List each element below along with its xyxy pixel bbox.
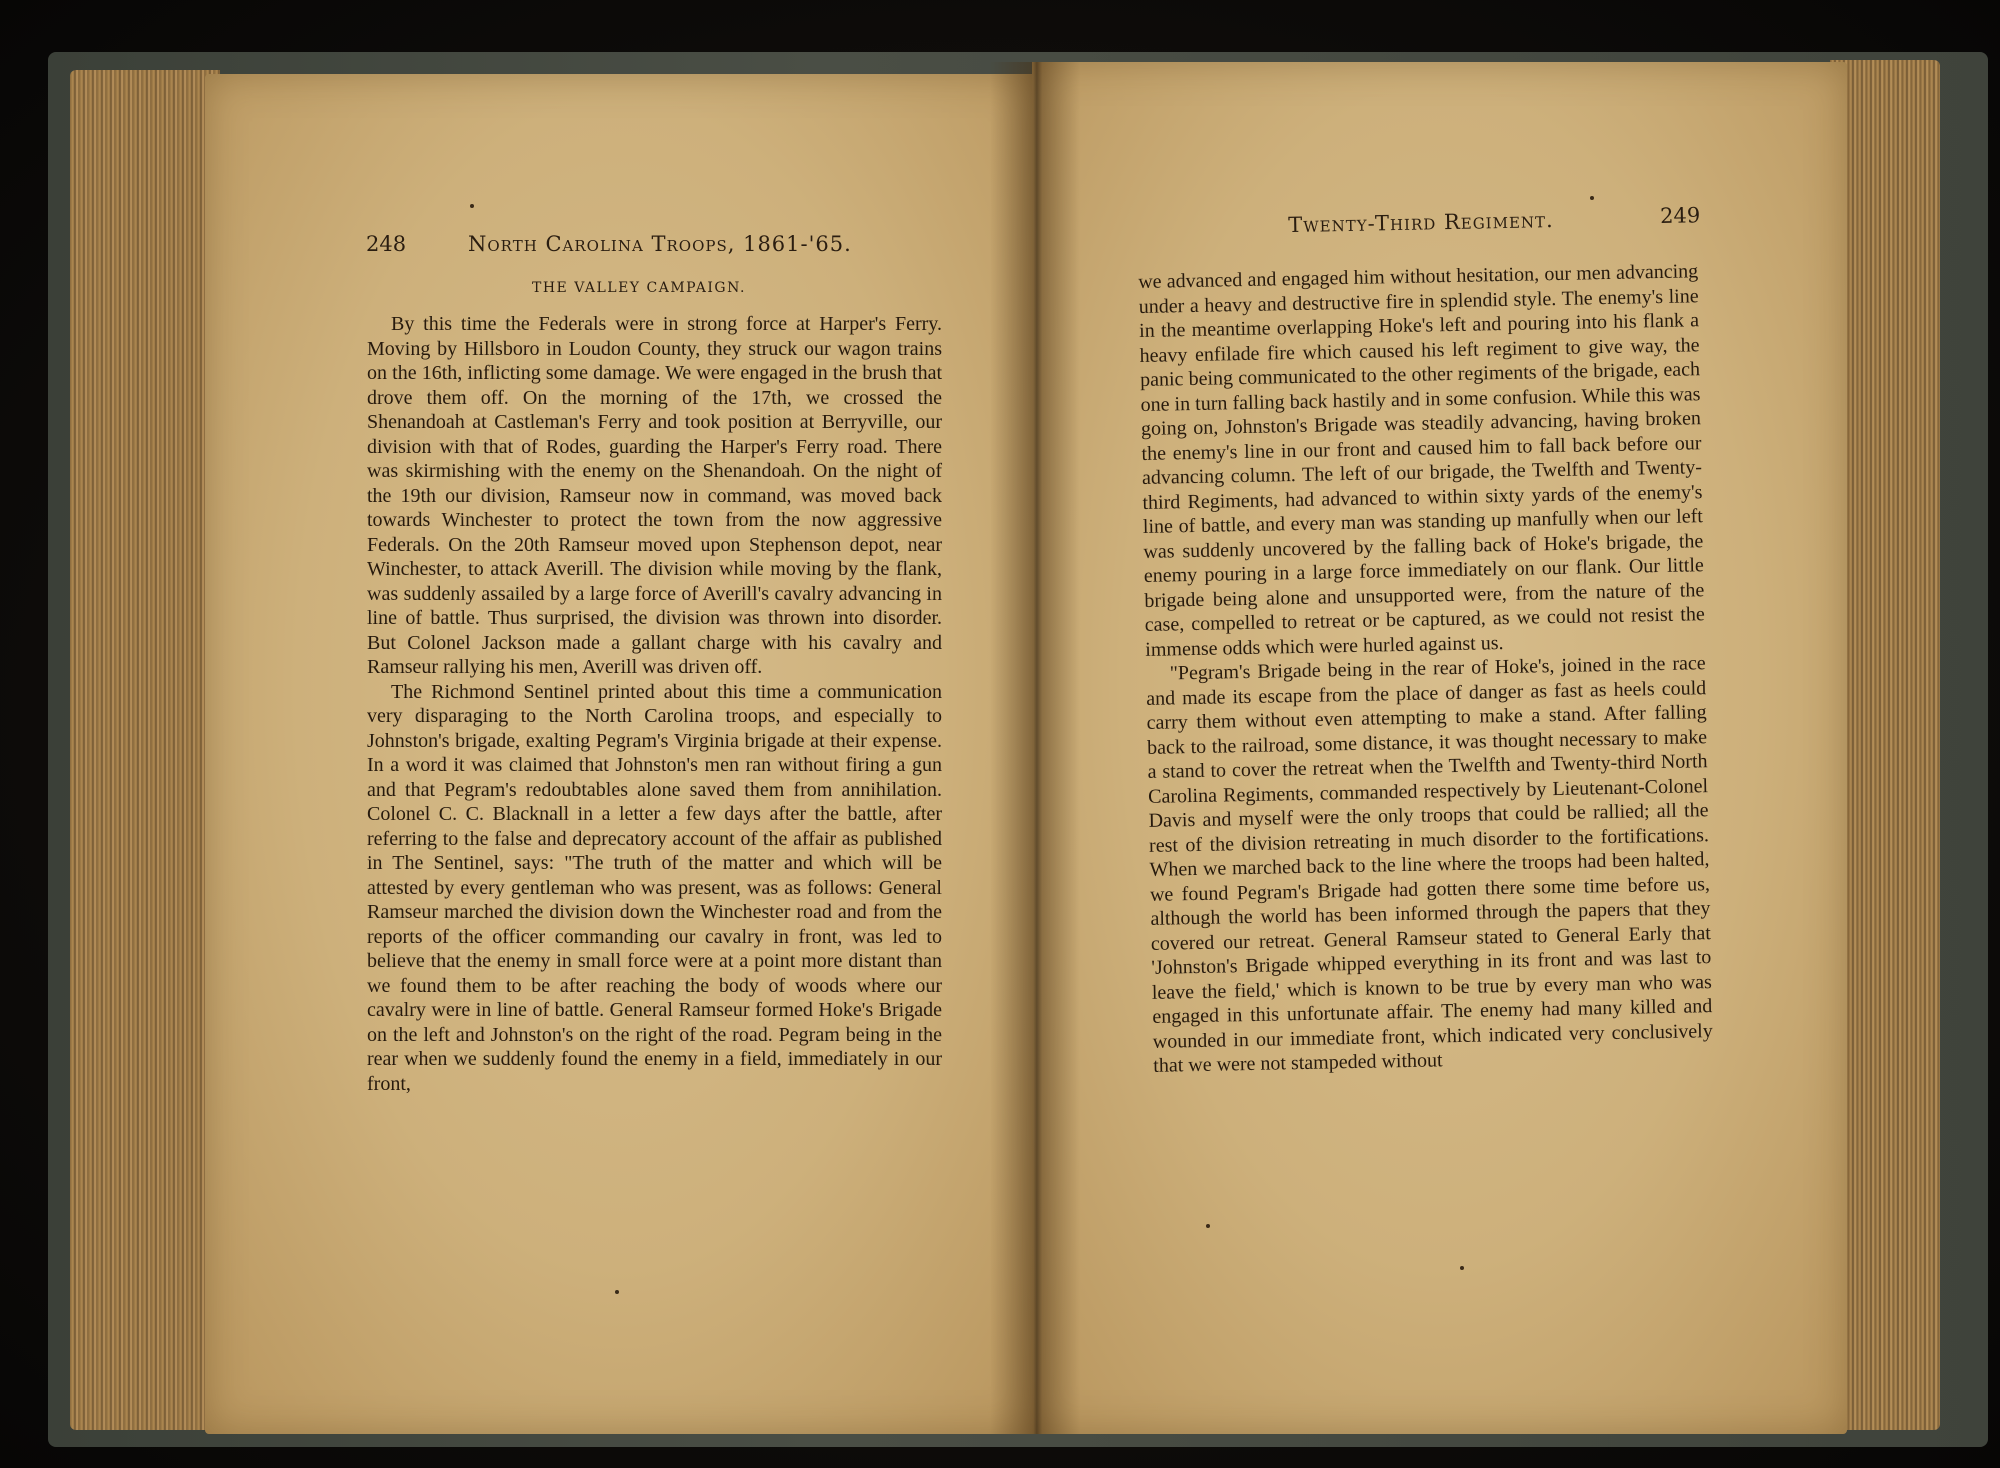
paper-speck <box>470 204 474 208</box>
right-paragraph-2: "Pegram's Brigade being in the rear of Hoke's, joined in the race and made its escape from the place of danger as fast as heels could carry them without even attempting to make a stand. After falling back to the railroad, some distance, it was thought necessary to make a stand to cover the retreat when the Twelfth and Twenty-third North Carolina Regiments, commanded respectively by Lieutenant-Colonel Davis and myself were the only troops that could be rallied; all the rest of the division retreating in much disorder to the fortifications. When we marched back to the line where the troops had been halted, we found Pegram's Brigade had gotten there some time before us, although the world has been informed through the papers that they covered our retreat. General Ramseur stated to General Early that 'Johnston's Brigade whipped everything in its front and was last to leave the field,' which is known to be true by every man who was engaged in this unfortunate affair. The enemy had many killed and wounded in our immediate front, which indicated very conclusively that we were not stampeded without <box>1146 652 1713 1077</box>
left-page-edges <box>70 70 220 1430</box>
left-page-number: 248 <box>366 232 407 256</box>
book-gutter <box>990 62 1080 1434</box>
right-page-number: 249 <box>1659 203 1701 228</box>
paper-speck <box>1460 1266 1464 1270</box>
paper-speck <box>615 1290 619 1294</box>
left-paragraph-2: The Richmond Sentinel printed about this time a communication very disparaging to the North Carolina troops, and especially to Johnston's brigade, exalting Pegram's Virginia brigade at their expense. In a word it was claimed that Johnston's men ran without firing a gun and that Pegram's redoubtables alone saved them from annihilation. Colonel C. C. Blacknall in a letter a few days after the battle, after referring to the false and deprecatory account of the affair as published in The Sentinel, says: "The truth of the matter and which will be attested by every gentleman who was present, was as follows: General Ramseur marched the division down the Winchester road and from the reports of the officer commanding our cavalry in front, was led to believe that the enemy in small force were at a point more distant than we found them to be after reaching the body of woods where our cavalry were in line of battle. General Ramseur formed Hoke's Brigade on the left and Johnston's on the right of the road. Pegram being in the rear when we suddenly found the enemy in a field, immediately in our front, <box>367 680 942 1095</box>
left-running-head-text: North Carolina Troops, 1861-'65. <box>468 232 852 256</box>
paper-speck <box>1590 196 1594 200</box>
paper-speck <box>1206 1224 1210 1228</box>
left-page-body <box>367 312 942 1096</box>
right-page-body <box>1138 259 1713 1078</box>
right-running-head-text: Twenty-Third Regiment. <box>1287 208 1554 238</box>
section-title: THE VALLEY CAMPAIGN. <box>532 280 746 296</box>
left-running-head <box>468 232 852 256</box>
right-paragraph-1: we advanced and engaged him without hesitation, our men advancing under a heavy and destructive fire in splendid style. The enemy's line in the meantime overlapping Hoke's left and pouring into his flank a heavy enfilade fire which caused his left regiment to give way, the panic being communicated to the other regiments of the brigade, each one in turn falling back hastily and in some confusion. While this was going on, Johnston's Brigade was steadily advancing, having broken the enemy's line in our front and caused him to fall back before our advancing column. The left of our brigade, the Twelfth and Twenty-third Regiments, had advanced to within sixty yards of the enemy's line of battle, and every man was standing up manfully when our left was suddenly uncovered by the falling back of Hoke's brigade, the enemy pouring in a large force immediately on our flank. Our little brigade being alone and unsupported were, from the nature of the case, compelled to retreat or be captured, as we could not resist the immense odds which were hurled against us. <box>1138 260 1705 661</box>
left-paragraph-1: By this time the Federals were in strong force at Harper's Ferry. Moving by Hillsboro in Loudon County, they struck our wagon trains on the 16th, inflicting some damage. We were engaged in the brush that drove them off. On the morning of the 17th, we crossed the Shenandoah at Castleman's Ferry and took position at Berryville, our division with that of Rodes, guarding the Harper's Ferry road. There was skirmishing with the enemy on the Shenandoah. On the night of the 19th our division, Ramseur now in command, was moved back towards Winchester to protect the town from the now aggressive Federals. On the 20th Ramseur moved upon Stephenson depot, near Winchester, to attack Averill. The division while moving by the flank, was suddenly assailed by a large force of Averill's cavalry advancing in line of battle. Thus surprised, the division was thrown into disorder. But Colonel Jackson made a gallant charge with his cavalry and Ramseur rallying his men, Averill was driven off. <box>367 313 942 678</box>
right-running-head <box>1288 208 1554 237</box>
